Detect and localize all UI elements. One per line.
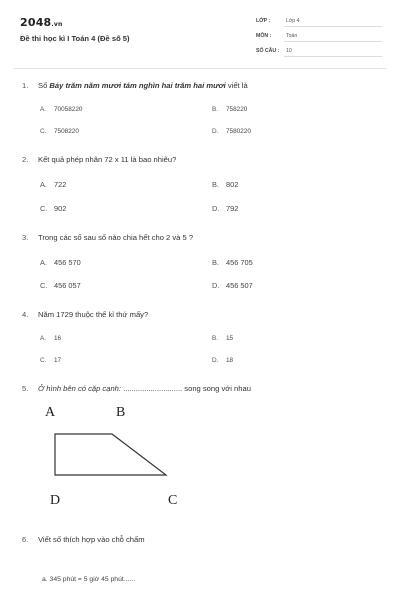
q3-option-b[interactable]: B. 456 705 (212, 258, 253, 267)
q2-option-d[interactable]: D. 792 (212, 204, 239, 213)
q2-option-a[interactable]: A. 722 (40, 180, 67, 189)
meta-class: LỚP : Lớp 4 (256, 14, 382, 28)
q1-option-b[interactable]: B. 758220 (212, 106, 248, 113)
trapezoid-shape (55, 434, 166, 475)
trapezoid-figure (50, 430, 170, 480)
exam-header (18, 12, 382, 62)
q3-option-a[interactable]: A. 456 570 (40, 258, 81, 267)
meta-question-count: SỐ CÂU : 10 (256, 44, 382, 58)
question-1: 1. Số Bảy trăm năm mươi tám nghìn hai trăm hai mươi viết là (22, 81, 248, 90)
q2-option-c[interactable]: C. 902 (40, 204, 67, 213)
question-5: 5. Ở hình bên có cặp cạnh: ............................ song song với nhau (22, 384, 251, 393)
q3-option-d[interactable]: D. 456 507 (212, 281, 253, 290)
exam-title: Đề thi học kì I Toán 4 (Đề số 5) (20, 34, 130, 43)
figure-vertex-d: D (50, 493, 61, 508)
q4-option-d[interactable]: D. 18 (212, 357, 234, 364)
figure-vertex-c: C (168, 493, 178, 508)
q1-option-a[interactable]: A. 70058220 (40, 106, 83, 113)
q1-option-d[interactable]: D. 7580220 (212, 128, 251, 135)
question-2: 2. Kết quả phép nhân 72 x 11 là bao nhiêu? (22, 155, 177, 164)
question-3: 3. Trong các số sau số nào chia hết cho 2 và 5 ? (22, 233, 194, 242)
q4-option-c[interactable]: C. 17 (40, 357, 62, 364)
q4-option-b[interactable]: B. 15 (212, 335, 234, 342)
figure-vertex-a: A (45, 405, 56, 420)
figure-vertex-b: B (116, 405, 126, 420)
header-divider (14, 68, 386, 69)
site-logo[interactable]: 2048.vn (20, 16, 63, 29)
q1-option-c[interactable]: C. 7508220 (40, 128, 79, 135)
question-4: 4. Năm 1729 thuộc thế kỉ thứ mấy? (22, 310, 149, 319)
question-6: 6. Viết số thích hợp vào chỗ chấm (22, 535, 145, 544)
q2-option-b[interactable]: B. 802 (212, 180, 239, 189)
q4-option-a[interactable]: A. 16 (40, 335, 62, 342)
q6-item-a: a. 345 phút = 5 giờ 45 phút...... (42, 576, 136, 583)
meta-subject: MÔN : Toán (256, 29, 382, 43)
q3-option-c[interactable]: C. 456 057 (40, 281, 81, 290)
